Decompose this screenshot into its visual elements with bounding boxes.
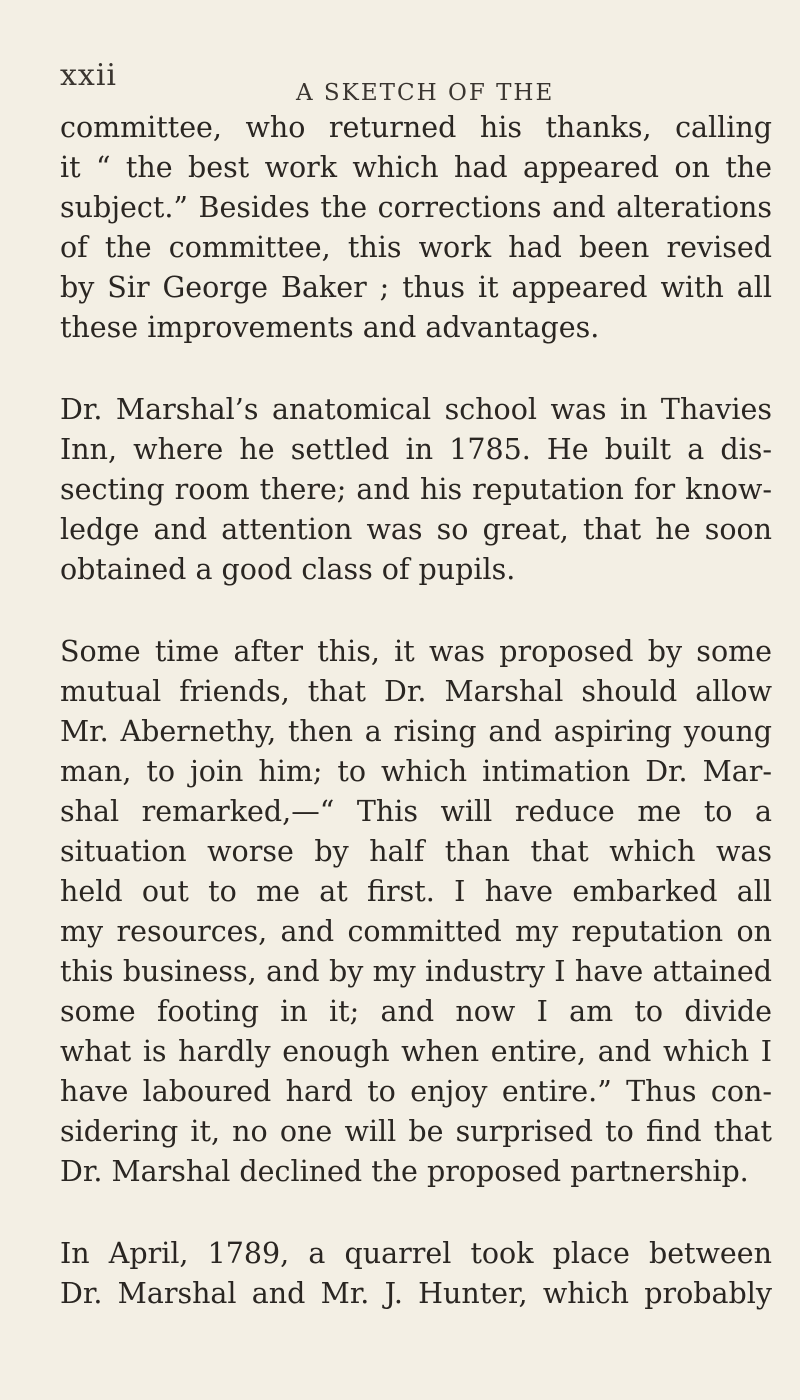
text-line: mutual friends, that Dr. Marshal should allow <box>60 675 772 708</box>
paragraph-partnership <box>60 632 772 1192</box>
text-line: these improvements and advantages. <box>60 311 600 344</box>
text-line: by Sir George Baker ; thus it appeared with all <box>60 271 772 304</box>
paragraph-gap <box>60 590 772 632</box>
text-line: my resources, and committed my reputation on <box>60 915 772 948</box>
text-line: it “ the best work which had appeared on the <box>60 151 772 184</box>
text-line: subject.” Besides the corrections and alterations <box>60 191 772 224</box>
text-line: man, to join him; to which intimation Dr. Mar- <box>60 755 772 788</box>
text-line: secting room there; and his reputation for know- <box>60 473 772 506</box>
text-line: situation worse by half than that which was <box>60 835 772 868</box>
paragraph-anatomical-school <box>60 390 772 590</box>
page-number: xxii <box>60 58 118 93</box>
body-text <box>60 108 772 1314</box>
paragraph-gap <box>60 1192 772 1234</box>
running-head <box>60 58 760 108</box>
text-line: ledge and attention was so great, that he soon <box>60 513 772 546</box>
text-line: committee, who returned his thanks, calling <box>60 111 772 144</box>
text-line: obtained a good class of pupils. <box>60 553 516 586</box>
text-line: shal remarked,—“ This will reduce me to a <box>60 795 772 828</box>
text-line: Mr. Abernethy, then a rising and aspiring young <box>60 715 772 748</box>
text-line: held out to me at first. I have embarked all <box>60 875 772 908</box>
text-line: what is hardly enough when entire, and which I <box>60 1035 772 1068</box>
text-line: this business, and by my industry I have attained <box>60 955 772 988</box>
paragraph-committee <box>60 108 772 348</box>
running-title: A SKETCH OF THE <box>296 80 555 106</box>
text-line: sidering it, no one will be surprised to find that <box>60 1115 772 1148</box>
text-line: Dr. Marshal declined the proposed partnership. <box>60 1155 749 1188</box>
text-line: have laboured hard to enjoy entire.” Thus con- <box>60 1075 772 1108</box>
text-line: In April, 1789, a quarrel took place between <box>60 1237 772 1270</box>
paragraph-gap <box>60 348 772 390</box>
text-line: Some time after this, it was proposed by some <box>60 635 772 668</box>
paragraph-quarrel <box>60 1234 772 1314</box>
text-line: Dr. Marshal’s anatomical school was in Thavies <box>60 393 772 426</box>
text-line: some footing in it; and now I am to divide <box>60 995 772 1028</box>
text-line: Dr. Marshal and Mr. J. Hunter, which probably <box>60 1277 772 1310</box>
text-line: of the committee, this work had been revised <box>60 231 772 264</box>
text-line: Inn, where he settled in 1785. He built a dis- <box>60 433 772 466</box>
